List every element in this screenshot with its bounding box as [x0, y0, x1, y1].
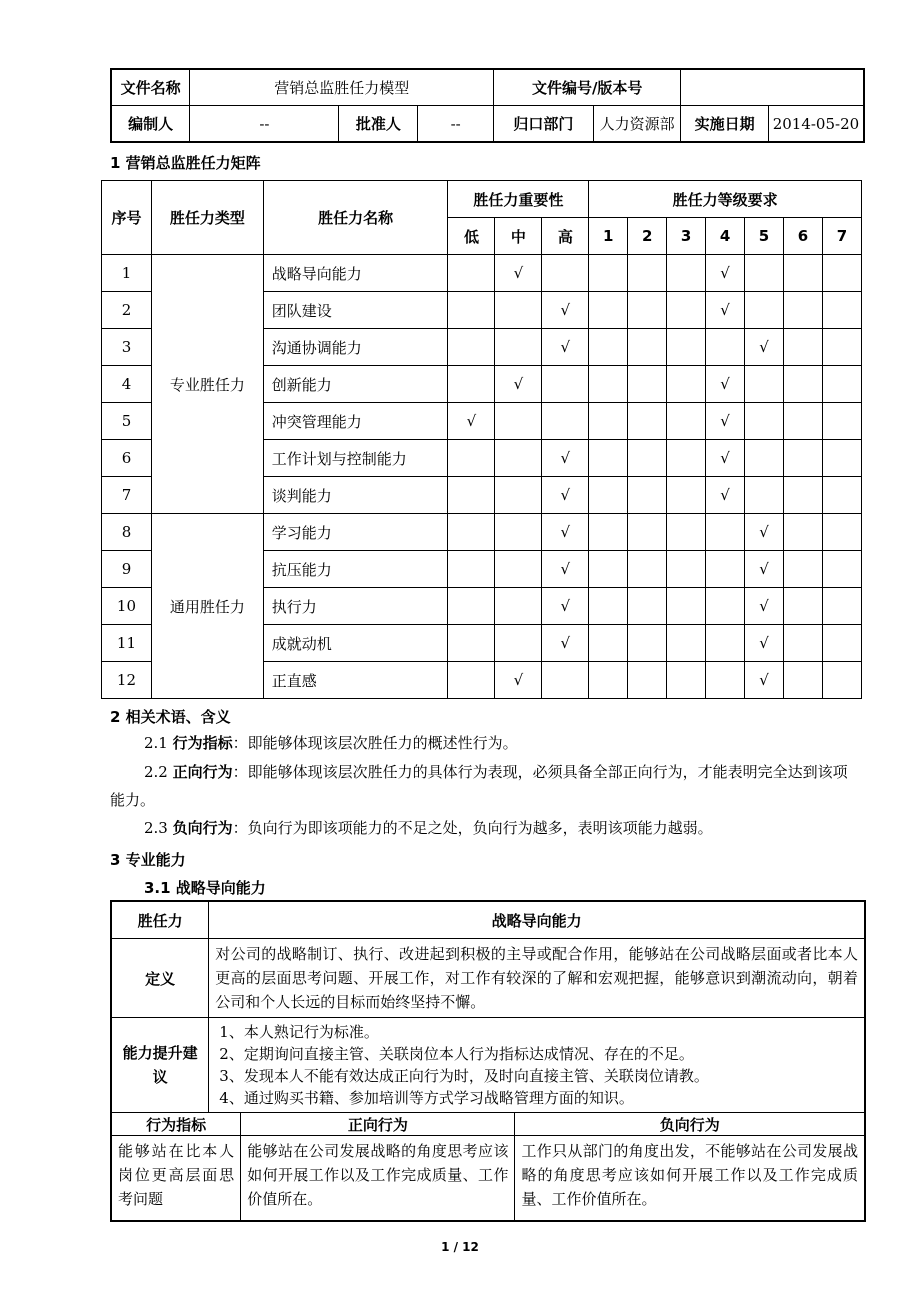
- detail-col-indicator: 行为指标: [111, 1113, 241, 1136]
- term-2-1-num: 2.1: [144, 734, 173, 752]
- level-cell: [589, 662, 628, 699]
- row-number: 2: [102, 292, 152, 329]
- level-cell: [589, 551, 628, 588]
- term-2-3: [110, 814, 855, 842]
- level-cell: [667, 551, 706, 588]
- level-cell: [706, 329, 745, 366]
- file-no-label: 文件编号/版本号: [494, 69, 681, 106]
- file-no-value: [681, 69, 864, 106]
- section-1-title: 1 营销总监胜任力矩阵: [110, 154, 261, 172]
- level-cell: [706, 588, 745, 625]
- importance-cell: √: [495, 366, 542, 403]
- level-cell: [628, 255, 667, 292]
- level-cell: [589, 625, 628, 662]
- level-cell: [628, 514, 667, 551]
- importance-cell: √: [542, 477, 589, 514]
- importance-cell: [448, 440, 495, 477]
- level-cell: [628, 403, 667, 440]
- importance-cell: [448, 514, 495, 551]
- level-header-cell: 3: [667, 218, 706, 255]
- suggestion-item: 1、本人熟记行为标准。: [219, 1023, 379, 1041]
- suggestion-item: 4、通过购买书籍、参加培训等方式学习战略管理方面的知识。: [219, 1089, 634, 1107]
- importance-cell: √: [542, 440, 589, 477]
- dept-value: 人力资源部: [593, 106, 681, 143]
- importance-cell: √: [495, 662, 542, 699]
- row-number: 6: [102, 440, 152, 477]
- level-cell: [667, 477, 706, 514]
- level-cell: [667, 292, 706, 329]
- approver-value: --: [418, 106, 494, 143]
- suggestion-item: 2、定期询问直接主管、关联岗位本人行为指标达成情况、存在的不足。: [219, 1045, 694, 1063]
- importance-cell: [448, 477, 495, 514]
- level-cell: [628, 588, 667, 625]
- file-name-value: 营销总监胜任力模型: [190, 69, 494, 106]
- competency-name: 创新能力: [263, 366, 448, 403]
- competency-name: 沟通协调能力: [263, 329, 448, 366]
- importance-cell: [495, 403, 542, 440]
- level-cell: [783, 477, 822, 514]
- editor-label: 编制人: [111, 106, 190, 143]
- level-cell: √: [706, 292, 745, 329]
- level-cell: [706, 625, 745, 662]
- level-cell: [589, 588, 628, 625]
- row-number: 10: [102, 588, 152, 625]
- detail-positive-text: 能够站在公司发展战略的角度思考应该如何开展工作以及工作完成质量、工作价值所在。: [241, 1136, 515, 1222]
- level-cell: [667, 514, 706, 551]
- importance-cell: [495, 292, 542, 329]
- detail-indicator-text: 能够站在比本人岗位更高层面思考问题: [111, 1136, 241, 1222]
- level-cell: [745, 477, 784, 514]
- level-cell: [589, 477, 628, 514]
- competency-name: 冲突管理能力: [263, 403, 448, 440]
- level-cell: √: [745, 514, 784, 551]
- section-2-title: 2 相关术语、含义: [110, 708, 231, 726]
- level-cell: √: [745, 662, 784, 699]
- importance-cell: [542, 662, 589, 699]
- importance-cell: √: [542, 329, 589, 366]
- competency-type: 通用胜任力: [151, 514, 263, 699]
- importance-header-cell: 低: [448, 218, 495, 255]
- level-cell: [783, 403, 822, 440]
- level-cell: [822, 477, 861, 514]
- detail-suggestions: [209, 1018, 865, 1113]
- term-2-2-term: 正向行为: [172, 763, 233, 781]
- row-number: 4: [102, 366, 152, 403]
- level-cell: [706, 551, 745, 588]
- level-cell: [745, 255, 784, 292]
- matrix-col-name: 胜任力名称: [263, 181, 448, 255]
- term-2-2-text: ：即能够体现该层次胜任力的具体行为表现，必须具备全部正向行为，才能表明完全达到该项能力。: [110, 763, 848, 809]
- term-2-3-text: ：负向行为即该项能力的不足之处，负向行为越多，表明该项能力越弱。: [232, 819, 713, 837]
- editor-value: --: [190, 106, 339, 143]
- importance-cell: [448, 255, 495, 292]
- approver-label: 批准人: [339, 106, 418, 143]
- importance-cell: [448, 662, 495, 699]
- level-cell: [589, 403, 628, 440]
- row-number: 7: [102, 477, 152, 514]
- matrix-col-type: 胜任力类型: [151, 181, 263, 255]
- level-cell: [628, 477, 667, 514]
- level-cell: √: [706, 366, 745, 403]
- level-cell: [783, 662, 822, 699]
- level-cell: √: [745, 588, 784, 625]
- term-2-1-term: 行为指标: [172, 734, 233, 752]
- matrix-body: [102, 255, 862, 699]
- level-cell: [822, 255, 861, 292]
- matrix-row: [102, 255, 862, 292]
- importance-cell: [495, 551, 542, 588]
- level-cell: [822, 662, 861, 699]
- matrix-col-levels: 胜任力等级要求: [589, 181, 862, 218]
- date-label: 实施日期: [681, 106, 769, 143]
- level-cell: [822, 329, 861, 366]
- importance-cell: √: [542, 551, 589, 588]
- term-2-2-num: 2.2: [144, 763, 173, 781]
- competency-type: 专业胜任力: [151, 255, 263, 514]
- detail-suggest-label: 能力提升建议: [111, 1018, 209, 1113]
- level-cell: [628, 440, 667, 477]
- level-cell: [745, 440, 784, 477]
- level-cell: [628, 329, 667, 366]
- level-cell: [822, 403, 861, 440]
- importance-cell: [448, 588, 495, 625]
- level-header-cell: 7: [822, 218, 861, 255]
- importance-cell: [448, 366, 495, 403]
- importance-cell: [542, 366, 589, 403]
- detail-col-positive: 正向行为: [241, 1113, 515, 1136]
- detail-competency-label: 胜任力: [111, 901, 209, 939]
- level-cell: [589, 329, 628, 366]
- importance-cell: √: [542, 292, 589, 329]
- importance-cell: [495, 514, 542, 551]
- level-cell: [783, 625, 822, 662]
- competency-detail-table: [110, 900, 866, 1222]
- importance-cell: [495, 588, 542, 625]
- level-cell: √: [706, 403, 745, 440]
- section-3-1-title: 3.1 战略导向能力: [144, 879, 266, 897]
- detail-definition-label: 定义: [111, 939, 209, 1018]
- level-cell: [783, 255, 822, 292]
- term-2-1: [110, 729, 855, 757]
- level-cell: [706, 514, 745, 551]
- level-cell: [783, 551, 822, 588]
- competency-name: 执行力: [263, 588, 448, 625]
- importance-header-cell: 中: [495, 218, 542, 255]
- level-cell: [667, 440, 706, 477]
- level-cell: [667, 255, 706, 292]
- term-2-3-num: 2.3: [144, 819, 173, 837]
- level-cell: [667, 588, 706, 625]
- matrix-row: [102, 514, 862, 551]
- document-header-table: [110, 68, 865, 143]
- importance-cell: [448, 625, 495, 662]
- level-cell: √: [706, 255, 745, 292]
- level-cell: √: [745, 625, 784, 662]
- level-cell: [783, 292, 822, 329]
- importance-cell: [495, 329, 542, 366]
- level-cell: [822, 514, 861, 551]
- competency-name: 工作计划与控制能力: [263, 440, 448, 477]
- importance-cell: [448, 292, 495, 329]
- level-header-cell: 4: [706, 218, 745, 255]
- level-cell: [589, 366, 628, 403]
- level-cell: [783, 588, 822, 625]
- page-number: 1 / 12: [441, 1240, 479, 1254]
- term-2-2: [110, 758, 855, 814]
- competency-name: 战略导向能力: [263, 255, 448, 292]
- level-cell: √: [745, 329, 784, 366]
- term-2-3-term: 负向行为: [172, 819, 233, 837]
- level-cell: [706, 662, 745, 699]
- dept-label: 归口部门: [494, 106, 594, 143]
- level-cell: [628, 366, 667, 403]
- importance-cell: √: [495, 255, 542, 292]
- level-cell: [628, 625, 667, 662]
- level-cell: [822, 625, 861, 662]
- level-cell: [589, 292, 628, 329]
- importance-cell: √: [448, 403, 495, 440]
- row-number: 8: [102, 514, 152, 551]
- level-cell: [589, 514, 628, 551]
- detail-col-negative: 负向行为: [515, 1113, 865, 1136]
- level-cell: [822, 366, 861, 403]
- level-cell: [745, 403, 784, 440]
- level-header-cell: 2: [628, 218, 667, 255]
- detail-competency-name: 战略导向能力: [209, 901, 865, 939]
- level-cell: [783, 329, 822, 366]
- level-cell: √: [706, 477, 745, 514]
- importance-cell: √: [542, 625, 589, 662]
- level-cell: [783, 514, 822, 551]
- level-cell: [667, 329, 706, 366]
- importance-cell: [495, 477, 542, 514]
- row-number: 11: [102, 625, 152, 662]
- level-cell: [822, 551, 861, 588]
- competency-name: 正直感: [263, 662, 448, 699]
- level-header-cell: 5: [745, 218, 784, 255]
- file-name-label: 文件名称: [111, 69, 190, 106]
- level-cell: [822, 588, 861, 625]
- level-cell: [667, 662, 706, 699]
- importance-cell: [542, 255, 589, 292]
- level-cell: [628, 551, 667, 588]
- competency-name: 团队建设: [263, 292, 448, 329]
- importance-cell: [542, 403, 589, 440]
- level-cell: √: [745, 551, 784, 588]
- level-cell: √: [706, 440, 745, 477]
- competency-name: 学习能力: [263, 514, 448, 551]
- importance-cell: √: [542, 588, 589, 625]
- row-number: 5: [102, 403, 152, 440]
- detail-definition-text: 对公司的战略制订、执行、改进起到积极的主导或配合作用，能够站在公司战略层面或者比本人更高的层面思考问题、开展工作，对工作有较深的了解和宏观把握，能够意识到潮流动向，朝着公司和个人长远的目标而始终坚持不懈。: [209, 939, 865, 1018]
- level-cell: [745, 292, 784, 329]
- importance-cell: [448, 551, 495, 588]
- level-cell: [589, 255, 628, 292]
- matrix-col-importance: 胜任力重要性: [448, 181, 589, 218]
- level-header-cell: 1: [589, 218, 628, 255]
- level-cell: [783, 366, 822, 403]
- date-value: 2014-05-20: [768, 106, 864, 143]
- row-number: 1: [102, 255, 152, 292]
- competency-name: 抗压能力: [263, 551, 448, 588]
- level-cell: [822, 292, 861, 329]
- level-cell: [783, 440, 822, 477]
- importance-header-cell: 高: [542, 218, 589, 255]
- level-cell: [589, 440, 628, 477]
- importance-cell: [495, 625, 542, 662]
- level-cell: [628, 662, 667, 699]
- row-number: 9: [102, 551, 152, 588]
- importance-cell: [448, 329, 495, 366]
- level-cell: [667, 366, 706, 403]
- row-number: 12: [102, 662, 152, 699]
- level-cell: [822, 440, 861, 477]
- row-number: 3: [102, 329, 152, 366]
- level-cell: [745, 366, 784, 403]
- section-3-title: 3 专业能力: [110, 851, 186, 869]
- term-2-1-text: ：即能够体现该层次胜任力的概述性行为。: [232, 734, 518, 752]
- suggestion-item: 3、发现本人不能有效达成正向行为时，及时向直接主管、关联岗位请教。: [219, 1067, 709, 1085]
- importance-cell: √: [542, 514, 589, 551]
- importance-cell: [495, 440, 542, 477]
- detail-negative-text: 工作只从部门的角度出发，不能够站在公司发展战略的角度思考应该如何开展工作以及工作完成质量、工作价值所在。: [515, 1136, 865, 1222]
- matrix-col-no: 序号: [102, 181, 152, 255]
- level-cell: [667, 403, 706, 440]
- competency-name: 成就动机: [263, 625, 448, 662]
- level-cell: [628, 292, 667, 329]
- level-cell: [667, 625, 706, 662]
- competency-name: 谈判能力: [263, 477, 448, 514]
- level-header-cell: 6: [783, 218, 822, 255]
- competency-matrix-table: [101, 180, 862, 699]
